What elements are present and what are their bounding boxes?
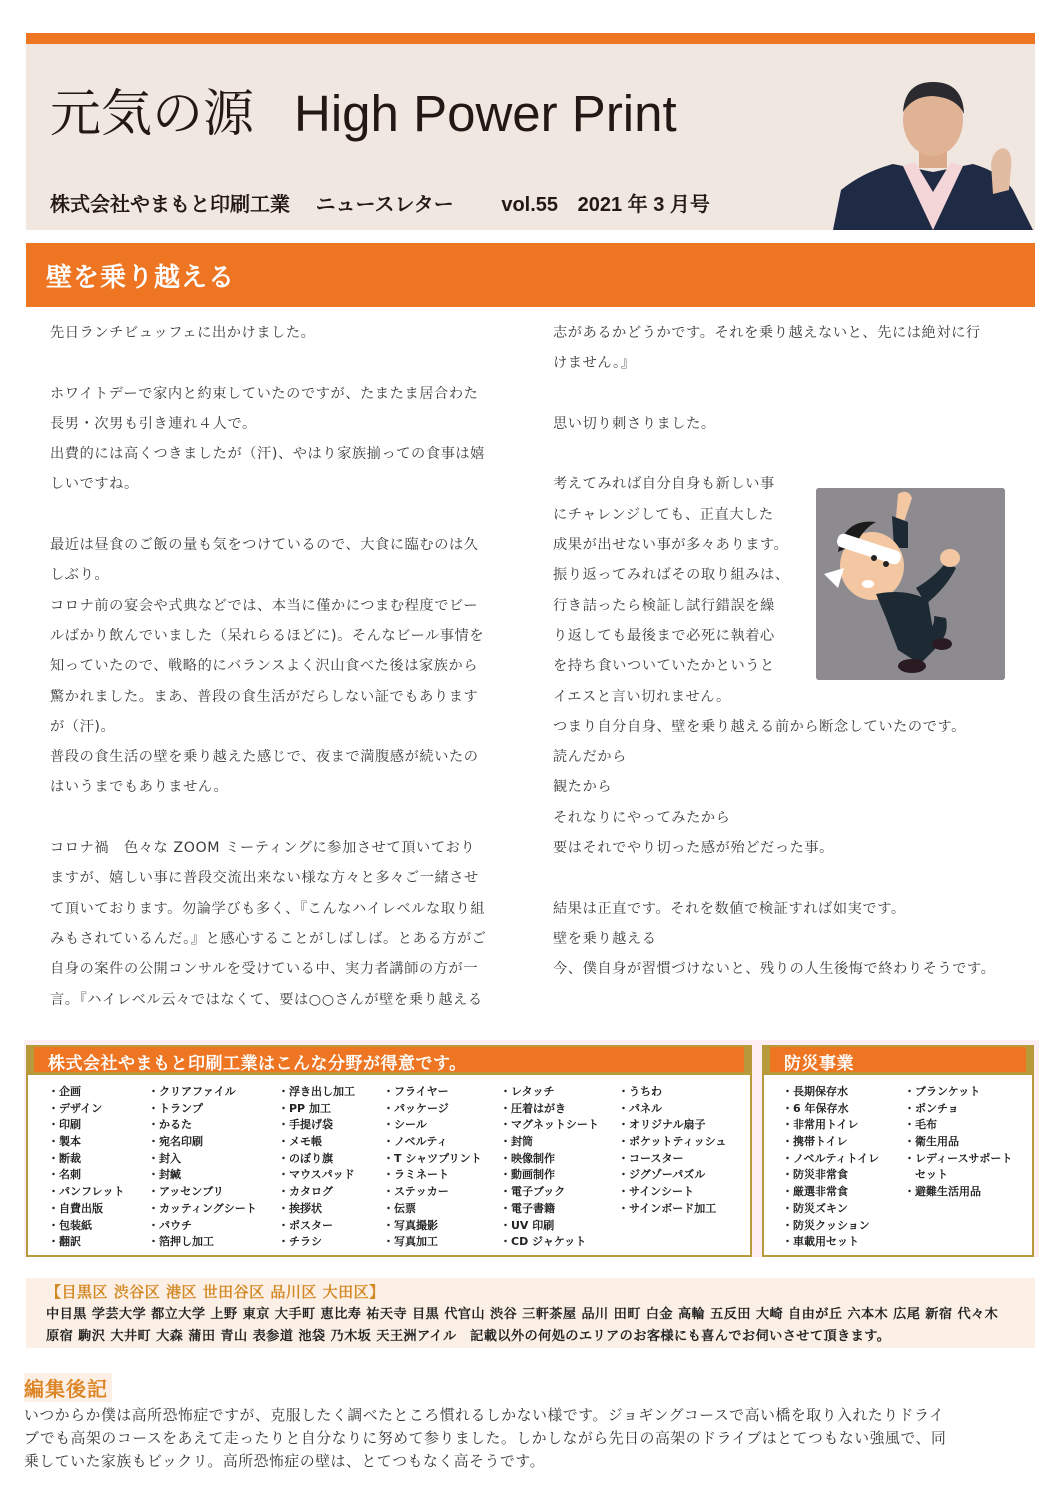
service-item: ・トランプ: [148, 1101, 203, 1115]
service-item: ・クリアファイル: [148, 1085, 236, 1098]
article-line: 長男・次男も引き連れ４人で。: [50, 415, 257, 432]
article-line: ルばかり飲んでいました（呆れらるほどに)。そんなビール事情を: [50, 627, 485, 644]
service-item: ・ラミネート: [383, 1168, 449, 1182]
disaster-item: ・防災非常食: [782, 1168, 848, 1182]
volume-number: vol.55: [501, 194, 559, 216]
service-item: ・ステッカー: [383, 1185, 449, 1199]
article-line: が（汗)。: [50, 718, 116, 735]
climber-icon: [816, 488, 1005, 680]
article-line: はいうまでもありません。: [50, 779, 229, 796]
top-accent-bar: [26, 33, 1035, 44]
services-column: [618, 1084, 726, 1218]
article-title-banner: [26, 243, 1035, 307]
article-line: 振り返ってみればその取り組みは、: [553, 567, 790, 584]
person-portrait-icon: [833, 72, 1033, 230]
service-item: ・デザイン: [48, 1101, 103, 1115]
service-item: ・印刷: [48, 1118, 81, 1132]
disaster-column: [782, 1084, 879, 1251]
article-line: [50, 500, 510, 530]
service-item: ・カタログ: [278, 1185, 333, 1199]
service-item: ・圧着はがき: [500, 1101, 566, 1115]
disaster-item: ・車載用セット: [782, 1235, 859, 1249]
article-line: 壁を乗り越える: [553, 930, 657, 947]
article-line: しいですね。: [50, 476, 139, 493]
article-line: 考えてみれば自分自身も新しい事: [553, 476, 775, 493]
portrait-photo: [833, 72, 1033, 230]
service-item: ・マウスパッド: [278, 1168, 355, 1182]
service-item: ・UV 印刷: [500, 1218, 555, 1232]
service-item: ・PP 加工: [278, 1101, 331, 1115]
service-item: ・ジグゾーパズル: [618, 1168, 706, 1182]
service-item: ・CD ジャケット: [500, 1235, 587, 1249]
disaster-box: [762, 1045, 1034, 1257]
article-line: コロナ前の宴会や式典などでは、本当に僅かにつまむ程度でビー: [50, 597, 478, 614]
article-line: みもされているんだ。』と感心することがしばしば。とある方がご: [50, 930, 487, 947]
article-line: 驚かれました。まあ、普段の食生活がだらしない証でもあります: [50, 688, 479, 705]
disaster-item: ・ノベルティトイレ: [782, 1151, 880, 1165]
service-item: ・メモ帳: [278, 1135, 322, 1149]
newsletter-subtitle: [50, 188, 730, 217]
article-line: 最近は昼食のご飯の量も気をつけているので、大食に臨むのは久: [50, 537, 479, 554]
article-line: ホワイトデーで家内と約束していたのですが、たまたま居合わた: [50, 385, 479, 402]
service-item: ・挨拶状: [278, 1201, 322, 1215]
article-line: 成果が出せない事が多々あります。: [553, 537, 789, 554]
disaster-item: ・毛布: [904, 1118, 937, 1132]
article-line: にチャレンジしても、正直大した: [553, 506, 774, 523]
article-title: 壁を乗り越える: [46, 263, 236, 293]
disaster-item: ・防災クッション: [782, 1218, 870, 1232]
article-line: コロナ禍 色々な ZOOM ミーティングに参加させて頂いており: [50, 840, 476, 857]
service-item: ・パッケージ: [383, 1101, 449, 1115]
disaster-item: ・避難生活用品: [904, 1185, 981, 1199]
article-line: 普段の食生活の壁を乗り越えた感じで、夜まで満腹感が続いたの: [50, 749, 479, 766]
article-line: ますが、嬉しい事に普段交流出来ない様な方々と多々ご一緒させ: [50, 870, 479, 887]
article-line: 思い切り刺さりました。: [553, 415, 716, 432]
service-item: ・伝票: [383, 1201, 416, 1215]
service-item: ・包装紙: [48, 1218, 92, 1232]
publication-type: ニュースレター: [315, 194, 454, 216]
service-area-heading: 【目黒区 渋谷区 港区 世田谷区 品川区 大田区】: [46, 1283, 385, 1301]
services-box: [26, 1045, 752, 1257]
service-item: ・箔押し加工: [148, 1235, 214, 1249]
disaster-item: セット: [904, 1168, 948, 1182]
title-jp: 元気の源: [50, 85, 255, 142]
disaster-column: [904, 1084, 1012, 1201]
service-item: ・名刺: [48, 1168, 81, 1182]
service-item: ・シール: [383, 1118, 427, 1132]
article-line: 志があるかどうかです。それを乗り越えないと、先には絶対に行: [553, 325, 981, 341]
service-item: ・電子書籍: [500, 1201, 555, 1215]
afterword-line: ブでも高架のコースをあえて走ったりと自分なりに努めて参りました。しかしながら先日の高架のドライブはとてつもない強風で、同: [24, 1430, 947, 1447]
article-line: 今、僕自身が習慣づけないと、残りの人生後悔で終わりそうです。: [553, 961, 996, 978]
disaster-item: ・レディースサポート: [904, 1151, 1013, 1165]
afterword-line: いつからか僕は高所恐怖症ですが、克服したく調べたところ慣れるしかない様です。ジョギングコースで高い橋を取り入れたりドライ: [24, 1407, 945, 1424]
article-line: [50, 803, 510, 833]
article-line: つまり自分自身、壁を乗り越える前から断念していたのです。: [553, 718, 966, 735]
afterword-title: 編集後記: [24, 1373, 112, 1402]
service-item: ・写真加工: [383, 1235, 438, 1249]
disaster-item: ・ブランケット: [904, 1085, 981, 1098]
service-area-line: 原宿 駒沢 大井町 大森 蒲田 青山 表参道 池袋 乃木坂 天王洲アイル 記載以外の何処のエリアのお客様にも喜んでお伺いさせて頂きます。: [46, 1329, 891, 1344]
service-item: ・パンフレット: [48, 1185, 125, 1199]
services-column: [383, 1084, 482, 1251]
article-line: [553, 379, 1013, 409]
disaster-item: ・ポンチョ: [904, 1101, 959, 1115]
service-item: ・コースター: [618, 1151, 684, 1165]
article-line: 自身の案件の公開コンサルを受けている中、実力者講師の方が一: [50, 961, 479, 978]
article-line: て頂いております。勿論学びも多く、『こんなハイレベルな取り組: [50, 900, 486, 917]
article-line: 結果は正直です。それを数値で検証すれば如実です。: [553, 900, 906, 917]
service-item: ・ポケットティッシュ: [618, 1135, 727, 1149]
article-line: 観たから: [553, 779, 613, 796]
service-item: ・カッティングシート: [148, 1201, 257, 1215]
issue-date: 2021 年 3 月号: [577, 194, 710, 216]
article-line: [553, 439, 1013, 469]
service-item: ・ポスター: [278, 1218, 333, 1232]
newsletter-title: [50, 72, 677, 146]
service-item: ・企画: [48, 1085, 81, 1098]
service-item: ・翻訳: [48, 1235, 81, 1249]
article-line: イエスと言い切れません。: [553, 688, 731, 705]
service-item: ・浮き出し加工: [278, 1085, 355, 1098]
article-line: 要はそれでやり切った感が殆どだった事。: [553, 840, 834, 857]
service-item: ・封筒: [500, 1135, 533, 1149]
article-line: けません。』: [553, 355, 636, 372]
article-line: り返しても最後まで必死に執着心: [553, 627, 775, 644]
services-column: [500, 1084, 599, 1251]
services-column: [278, 1084, 355, 1251]
article-line: 知っていたので、戦略的にバランスよく沢山食べた後は家族から: [50, 658, 479, 675]
article-line: 行き詰ったら検証し試行錯誤を繰: [553, 597, 775, 614]
article-line: 読んだから: [553, 749, 627, 766]
service-item: ・封入: [148, 1151, 181, 1165]
services-title: 株式会社やまもと印刷工業はこんな分野が得意です。: [48, 1054, 467, 1074]
title-en: High Power Print: [294, 85, 677, 142]
service-item: ・サインボード加工: [618, 1201, 717, 1215]
services-column: [148, 1084, 257, 1251]
service-item: ・断裁: [48, 1151, 81, 1165]
service-item: ・マグネットシート: [500, 1118, 599, 1132]
disaster-item: ・厳選非常食: [782, 1185, 848, 1199]
disaster-item: ・6 年保存水: [782, 1101, 849, 1115]
company-name: 株式会社やまもと印刷工業: [50, 194, 290, 216]
disaster-item: ・防災ズキン: [782, 1201, 848, 1215]
service-item: ・動画制作: [500, 1168, 555, 1182]
service-item: ・封緘: [148, 1168, 181, 1182]
service-area-line: 中目黒 学芸大学 都立大学 上野 東京 大手町 恵比寿 祐天寺 目黒 代官山 渋谷 三軒茶屋 品川 田町 白金 高輪 五反田 大崎 自由が丘 六本木 広尾 新宿 代々木: [46, 1307, 999, 1322]
article-line: 言。『ハイレベル云々ではなくて、要は○○さんが壁を乗り越える: [50, 991, 483, 1008]
service-item: ・製本: [48, 1135, 81, 1149]
disaster-header: [764, 1047, 1032, 1075]
service-item: ・レタッチ: [500, 1085, 555, 1098]
article-line: [50, 348, 510, 378]
article-line: しぶり。: [50, 567, 110, 584]
service-item: ・サインシート: [618, 1185, 694, 1199]
disaster-item: ・長期保存水: [782, 1085, 848, 1098]
disaster-item: ・非常用トイレ: [782, 1118, 859, 1132]
article-line: それなりにやってみたから: [553, 809, 731, 826]
service-item: ・チラシ: [278, 1235, 322, 1249]
article-line: 先日ランチビュッフェに出かけました。: [50, 325, 316, 341]
service-item: ・ノベルティ: [383, 1135, 448, 1149]
service-item: ・T シャツプリント: [383, 1151, 482, 1165]
service-item: ・電子ブック: [500, 1185, 566, 1199]
article-line: 出費的には高くつきましたが（汗)、やはり家族揃っての食事は嬉: [50, 446, 485, 463]
climbing-man-illustration: [816, 488, 1005, 680]
service-item: ・パウチ: [148, 1218, 192, 1232]
service-item: ・オリジナル扇子: [618, 1118, 706, 1132]
services-header: [28, 1047, 750, 1075]
service-item: ・宛名印刷: [148, 1135, 203, 1149]
service-item: ・フライヤー: [383, 1085, 449, 1098]
services-column: [48, 1084, 124, 1251]
service-item: ・手提げ袋: [278, 1118, 333, 1132]
service-item: ・のぼり旗: [278, 1151, 333, 1165]
service-item: ・うちわ: [618, 1085, 662, 1098]
service-area-box: [26, 1278, 1035, 1348]
afterword-line: 乗していた家族もビックリ。高所恐怖症の壁は、とてつもなく高そうです。: [24, 1453, 545, 1470]
service-item: ・映像制作: [500, 1151, 555, 1165]
service-item: ・写真撮影: [383, 1218, 438, 1232]
article-line: [553, 863, 1013, 893]
service-item: ・かるた: [148, 1118, 192, 1132]
service-item: ・アッセンブリ: [148, 1185, 224, 1199]
article-column-left: [50, 318, 510, 1015]
disaster-title: 防災事業: [784, 1054, 854, 1074]
service-item: ・自費出版: [48, 1201, 103, 1215]
service-item: ・パネル: [618, 1101, 662, 1115]
disaster-item: ・携帯トイレ: [782, 1135, 848, 1149]
article-line: を持ち食いついていたかというと: [553, 658, 775, 675]
afterword-body: [24, 1404, 1040, 1473]
disaster-item: ・衛生用品: [904, 1135, 959, 1149]
